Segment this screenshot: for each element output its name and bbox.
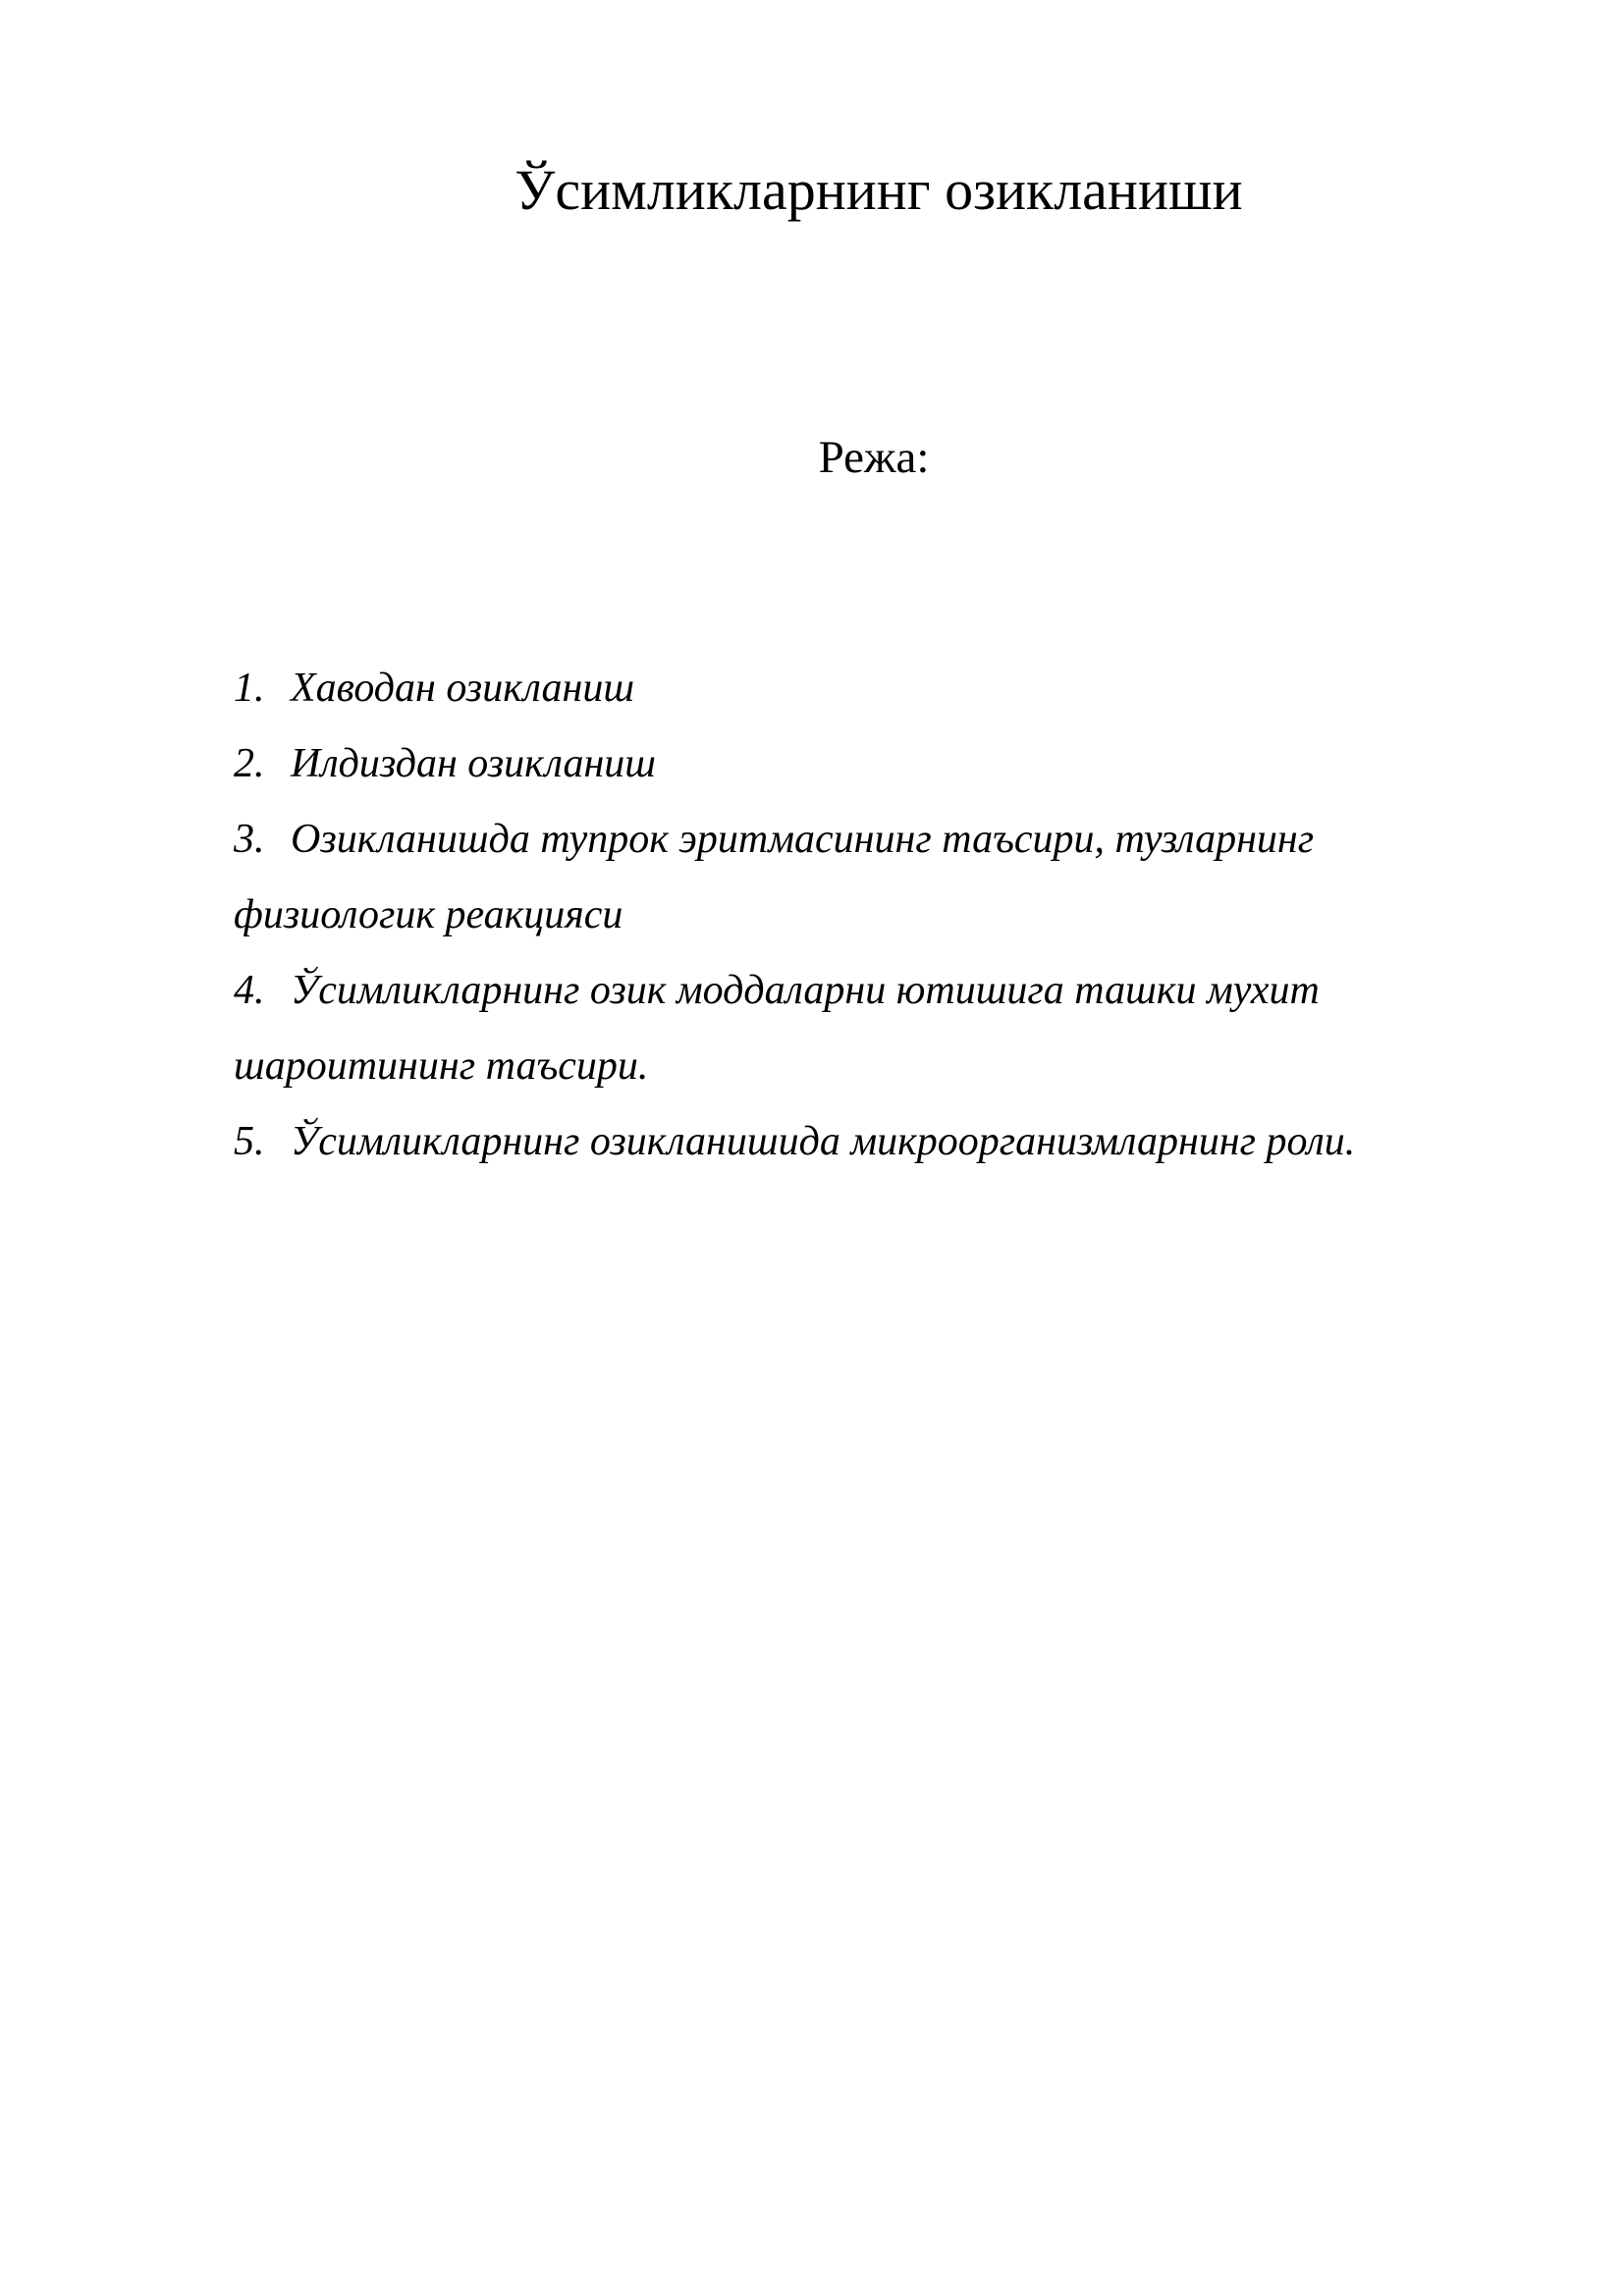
plan-item-number: 3. <box>234 817 265 862</box>
plan-item-text: Озикланишда тупрок эритмасининг таъсири, тузларнинг физиологик реакцияси <box>234 817 1315 937</box>
plan-item-3 <box>234 802 1451 953</box>
plan-item-4 <box>234 953 1451 1104</box>
plan-item-number: 1. <box>234 666 265 711</box>
plan-item-1 <box>234 651 1451 726</box>
plan-item-5 <box>234 1104 1451 1180</box>
plan-item-2 <box>234 726 1451 802</box>
plan-list <box>234 651 1451 1180</box>
plan-item-text: Хаводан озикланиш <box>291 666 635 711</box>
plan-item-number: 2. <box>234 741 265 786</box>
plan-heading: Режа: <box>818 432 930 483</box>
plan-item-number: 4. <box>234 968 265 1013</box>
plan-item-number: 5. <box>234 1119 265 1164</box>
plan-item-text: Илдиздан озикланиш <box>291 741 656 786</box>
plan-item-text: Ўсимликларнинг озик моддаларни ютишига ташки мухит шароитининг таъсири. <box>234 968 1320 1089</box>
document-title: Ўсимликларнинг озикланиши <box>514 158 1243 222</box>
plan-item-text: Ўсимликларнинг озикланишида микроорганизмларнинг роли. <box>291 1119 1356 1164</box>
